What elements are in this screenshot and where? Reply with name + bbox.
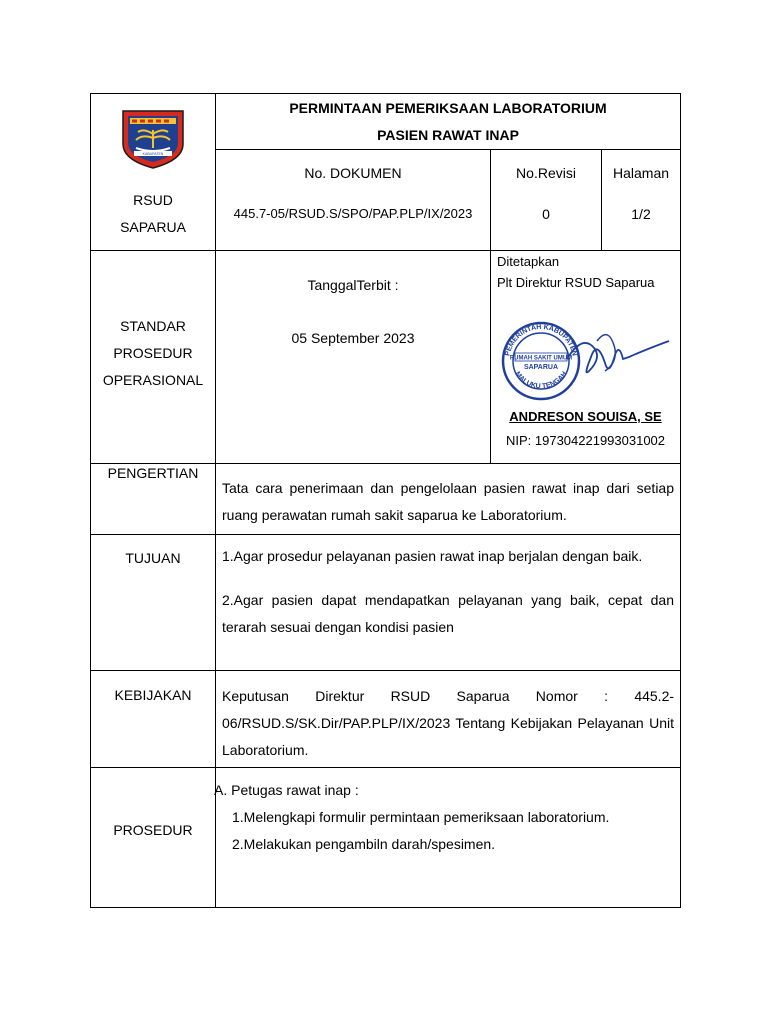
issue-date-cell [216,251,491,464]
kebijakan-label-cell [91,671,216,768]
stamp-top-text: PEMERINTAH KABUPATEN [504,323,578,357]
logo-text: KABUPATEN [142,152,164,156]
issue-date-value: 05 September 2023 [291,330,415,346]
revision-cell [491,150,602,251]
tujuan-item-2: 2.Agar pasien dapat mendapatkan pelayanan yang baik, cepat dan terarah sesuai dengan kondisi pasien [222,592,675,635]
document-title-line1: PERMINTAAN PEMERIKSAAN LABORATORIUM [289,100,607,116]
page-cell [602,150,681,251]
pengertian-label: PENGERTIAN [107,465,199,481]
stamp-mid-text2: SAPARUA [523,364,559,371]
doc-number-cell [216,150,491,251]
prosedur-heading: A. Petugas rawat inap : [214,782,359,798]
official-stamp-icon [497,319,677,401]
hospital-logo [91,94,215,170]
title-cell [216,94,681,150]
issue-date-label: TanggalTerbit : [307,277,399,293]
svg-text:PEMERINTAH KABUPATEN [504,324,577,357]
tujuan-label-cell [91,535,216,671]
page-value: 1/2 [631,206,651,222]
prosedur-item-1: 1.Melengkapi formulir permintaan pemeriksaan laboratorium. [232,809,610,825]
sop-line3: OPERASIONAL [102,372,204,388]
prosedur-item-2: 2.Melakukan pengambiln darah/spesimen. [232,836,496,852]
prosedur-label-cell [91,768,216,908]
pengertian-text: Tata cara penerimaan dan pengelolaan pasien rawat inap dari setiap ruang perawatan rumah sakit saparua ke Laboratorium. [222,480,675,523]
crest-icon [120,108,186,170]
signer-nip: NIP: 197304221993031002 [505,433,666,448]
pengertian-label-cell [91,464,216,535]
document-title-line2: PASIEN RAWAT INAP [377,127,519,143]
pengertian-text-cell [216,464,681,535]
page-label: Halaman [612,165,670,181]
stamp-mid-text1: RUMAH SAKIT UMUM [509,355,573,362]
hospital-cell [91,94,216,251]
prosedur-label: PROSEDUR [113,822,193,838]
stamp-bottom-text: MALUKU TENGAH [513,370,569,391]
hospital-name-line1: RSUD [133,192,173,208]
signature-stroke [567,341,669,372]
kebijakan-label: KEBIJAKAN [114,687,192,703]
doc-number-label: No. DOKUMEN [304,165,402,181]
revision-label: No.Revisi [516,165,576,181]
sop-document-table [90,93,681,908]
signer-name: ANDRESON SOUISA, SE [509,409,662,424]
svg-text:MALUKU TENGAH [513,371,568,391]
sop-line1: STANDAR [120,318,186,334]
hospital-name-line2: SAPARUA [120,219,186,235]
set-by-role: Plt Direktur RSUD Saparua [497,275,655,290]
sop-title-cell [91,251,216,464]
tujuan-label: TUJUAN [125,550,181,566]
tujuan-text-cell [216,535,681,671]
revision-value: 0 [542,206,550,222]
kebijakan-text: Keputusan Direktur RSUD Saparua Nomor : 445.2-06/RSUD.S/SK.Dir/PAP.PLP/IX/2023 Tentang Kebijakan Pelayanan Unit Laboratorium. [222,688,675,758]
sop-line2: PROSEDUR [113,345,193,361]
set-by-label: Ditetapkan [497,254,560,269]
doc-number-value: 445.7-05/RSUD.S/SPO/PAP.PLP/IX/2023 [233,206,473,221]
tujuan-item-1: 1.Agar prosedur pelayanan pasien rawat inap berjalan dengan baik. [222,548,643,564]
stamp-signature [497,319,677,401]
prosedur-text-cell [216,768,681,908]
kebijakan-text-cell [216,671,681,768]
approval-cell [491,251,681,464]
